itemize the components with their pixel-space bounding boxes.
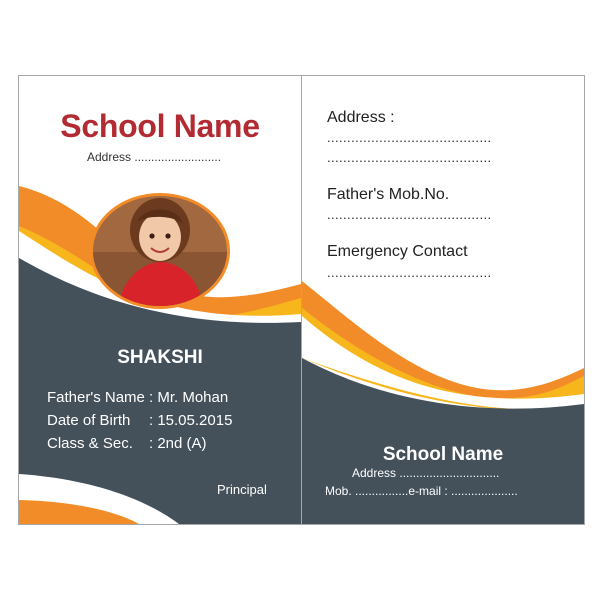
- emergency-contact-line: .........................................: [327, 265, 492, 280]
- class-section-label: Class & Sec.: [47, 435, 133, 452]
- id-card-front: [18, 75, 302, 525]
- school-name-title: School Name: [60, 108, 260, 144]
- student-photo-frame: [89, 192, 231, 310]
- back-mobile-email: Mob. ................e-mail : ....................: [325, 484, 518, 498]
- back-school-name: School Name: [382, 444, 504, 465]
- class-section-value: : 2nd (A): [149, 435, 207, 452]
- student-name: SHAKSHI: [117, 347, 203, 368]
- fathers-name-label: Father's Name: [47, 389, 145, 406]
- fathers-mobile-line: .........................................: [327, 207, 492, 222]
- back-school-address: Address ..............................: [352, 466, 500, 480]
- address-line-2: .........................................: [327, 150, 492, 165]
- address-line-1: .........................................: [327, 130, 492, 145]
- emergency-contact-label: Emergency Contact: [327, 243, 468, 260]
- school-address: Address ..........................: [87, 150, 222, 164]
- fathers-name-value: : Mr. Mohan: [149, 389, 229, 406]
- fathers-mobile-label: Father's Mob.No.: [327, 186, 450, 203]
- student-photo: [89, 192, 231, 310]
- id-card-back: [301, 75, 585, 525]
- principal-signature-label: Principal: [217, 482, 267, 497]
- address-label: Address :: [327, 109, 395, 126]
- date-of-birth-value: : 15.05.2015: [149, 412, 233, 429]
- date-of-birth-label: Date of Birth: [47, 412, 131, 429]
